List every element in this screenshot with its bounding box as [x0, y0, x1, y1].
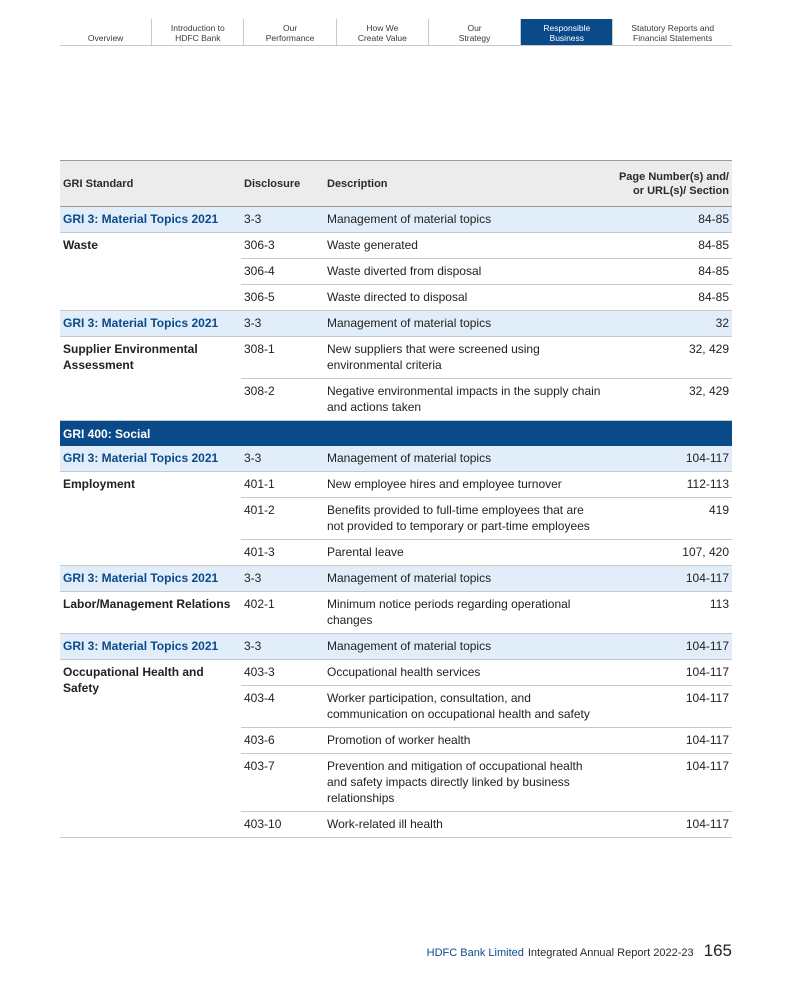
- nav-tab-label: Our Performance: [265, 23, 315, 43]
- table-row: [241, 686, 732, 728]
- disclosure-code: 3-3: [244, 212, 262, 226]
- disclosure-code: 403-3: [244, 665, 275, 679]
- header-description: Description: [327, 177, 388, 190]
- page-reference: 84-85: [698, 264, 729, 278]
- table-header-row: [60, 161, 732, 207]
- description: Promotion of worker health: [327, 733, 471, 747]
- page-reference: 113: [709, 597, 729, 611]
- description: Prevention and mitigation of occupational health and safety impacts directly linked by business relationships: [327, 759, 583, 805]
- page-reference: 419: [708, 503, 729, 517]
- header-gri-standard: GRI Standard: [63, 177, 134, 190]
- top-navigation: [60, 19, 732, 46]
- table-row: [241, 728, 732, 754]
- disclosure-code: 308-2: [244, 384, 275, 398]
- page-reference: 32, 429: [688, 342, 729, 356]
- page-reference: 84-85: [698, 290, 729, 304]
- disclosure-code: 403-4: [244, 691, 275, 705]
- footer-company: HDFC Bank Limited: [426, 947, 524, 959]
- page-reference: 32: [715, 316, 729, 330]
- nav-tab-6[interactable]: [613, 19, 732, 45]
- material-topic-row: [60, 311, 732, 337]
- description: Management of material topics: [327, 571, 492, 585]
- page-reference: 84-85: [698, 212, 729, 226]
- section-header-row: [60, 421, 732, 446]
- disclosure-code: 403-7: [244, 759, 275, 773]
- standard-group: [60, 337, 732, 421]
- group-rows: [241, 660, 732, 838]
- table-row: [241, 379, 732, 421]
- material-topic-row: [60, 566, 732, 592]
- disclosure-code: 403-6: [244, 733, 275, 747]
- description: Benefits provided to full-time employees that are not provided to temporary or part-time employees: [327, 503, 590, 533]
- group-rows: [241, 592, 732, 634]
- page-reference: 104-117: [685, 665, 729, 679]
- description: Work-related ill health: [327, 817, 443, 831]
- description: Worker participation, consultation, and communication on occupational health and safety: [327, 691, 590, 721]
- description: Minimum notice periods regarding operational changes: [327, 597, 571, 627]
- disclosure-code: 403-10: [244, 817, 282, 831]
- table-row: [241, 233, 732, 259]
- disclosure-code: 306-5: [244, 290, 275, 304]
- table-row: [241, 592, 732, 634]
- disclosure-code: 401-3: [244, 545, 275, 559]
- description: Parental leave: [327, 545, 404, 559]
- material-topic-row: [60, 446, 732, 472]
- section-title: GRI 400: Social: [63, 426, 151, 441]
- nav-tab-1[interactable]: [152, 19, 244, 45]
- nav-tab-label: Introduction to HDFC Bank: [170, 23, 225, 43]
- disclosure-code: 402-1: [244, 597, 275, 611]
- nav-tab-5[interactable]: [521, 19, 613, 45]
- standard-group: [60, 233, 732, 311]
- description: Management of material topics: [327, 451, 492, 465]
- material-topic-row: [60, 634, 732, 660]
- gri-standard-name: Employment: [60, 472, 241, 566]
- description: Negative environmental impacts in the supply chain and actions taken: [327, 384, 601, 414]
- standard-group: [60, 592, 732, 634]
- nav-tab-label: Overview: [87, 33, 124, 43]
- table-row: [241, 259, 732, 285]
- nav-tab-2[interactable]: [244, 19, 336, 45]
- table-row: [241, 660, 732, 686]
- nav-tab-0[interactable]: [60, 19, 152, 45]
- description: Waste directed to disposal: [327, 290, 468, 304]
- disclosure-code: 3-3: [244, 451, 262, 465]
- disclosure-code: 3-3: [244, 571, 262, 585]
- table-row: [241, 540, 732, 566]
- page-reference: 112-113: [686, 477, 729, 491]
- nav-tab-4[interactable]: [429, 19, 521, 45]
- page-reference: 104-117: [685, 759, 729, 773]
- description: New suppliers that were screened using environmental criteria: [327, 342, 540, 372]
- description: Waste diverted from disposal: [327, 264, 482, 278]
- description: New employee hires and employee turnover: [327, 477, 562, 491]
- disclosure-code: 3-3: [244, 639, 262, 653]
- page-reference: 104-117: [685, 691, 729, 705]
- nav-tab-3[interactable]: [337, 19, 429, 45]
- description: Management of material topics: [327, 639, 492, 653]
- page-reference: 104-117: [685, 639, 729, 653]
- gri-standard: GRI 3: Material Topics 2021: [63, 639, 219, 653]
- group-rows: [241, 337, 732, 421]
- header-disclosure: Disclosure: [244, 177, 301, 190]
- table-body: [60, 207, 732, 838]
- table-row: [241, 285, 732, 311]
- disclosure-code: 306-4: [244, 264, 275, 278]
- disclosure-code: 308-1: [244, 342, 275, 356]
- gri-index-table: [60, 160, 732, 838]
- material-topic-row: [60, 207, 732, 233]
- page-footer: [427, 941, 732, 961]
- gri-standard-name: Occupational Health and Safety: [60, 660, 241, 838]
- page-reference: 32, 429: [688, 384, 729, 398]
- description: Occupational health services: [327, 665, 481, 679]
- header-page-numbers: Page Number(s) and/ or URL(s)/ Section: [618, 170, 729, 197]
- table-row: [241, 337, 732, 379]
- gri-standard: GRI 3: Material Topics 2021: [63, 316, 219, 330]
- nav-tab-label: Statutory Reports and Financial Statements: [631, 23, 715, 43]
- group-rows: [241, 233, 732, 311]
- table-row: [241, 754, 732, 812]
- group-rows: [241, 472, 732, 566]
- disclosure-code: 401-1: [244, 477, 275, 491]
- page-reference: 104-117: [685, 571, 729, 585]
- nav-tab-label: Our Strategy: [458, 23, 491, 43]
- page-reference: 84-85: [698, 238, 729, 252]
- disclosure-code: 401-2: [244, 503, 275, 517]
- footer-report-title: Integrated Annual Report 2022-23: [527, 947, 694, 959]
- description: Management of material topics: [327, 212, 492, 226]
- page-reference: 107, 420: [682, 545, 729, 559]
- disclosure-code: 3-3: [244, 316, 262, 330]
- standard-group: [60, 660, 732, 838]
- page-number: 165: [703, 941, 732, 960]
- standard-group: [60, 472, 732, 566]
- disclosure-code: 306-3: [244, 238, 275, 252]
- page-reference: 104-117: [685, 451, 729, 465]
- table-row: [241, 472, 732, 498]
- page-reference: 104-117: [685, 733, 729, 747]
- description: Waste generated: [327, 238, 418, 252]
- gri-standard-name: Waste: [60, 233, 241, 311]
- gri-standard-name: Labor/Management Relations: [60, 592, 241, 634]
- table-row: [241, 498, 732, 540]
- gri-standard: GRI 3: Material Topics 2021: [63, 571, 219, 585]
- gri-standard-name: Supplier Environmental Assessment: [60, 337, 241, 421]
- table-row: [241, 812, 732, 838]
- nav-tab-label: Responsible Business: [543, 23, 591, 43]
- gri-standard: GRI 3: Material Topics 2021: [63, 451, 219, 465]
- gri-standard: GRI 3: Material Topics 2021: [63, 212, 219, 226]
- nav-tab-label: How We Create Value: [357, 23, 407, 43]
- page-reference: 104-117: [685, 817, 729, 831]
- description: Management of material topics: [327, 316, 492, 330]
